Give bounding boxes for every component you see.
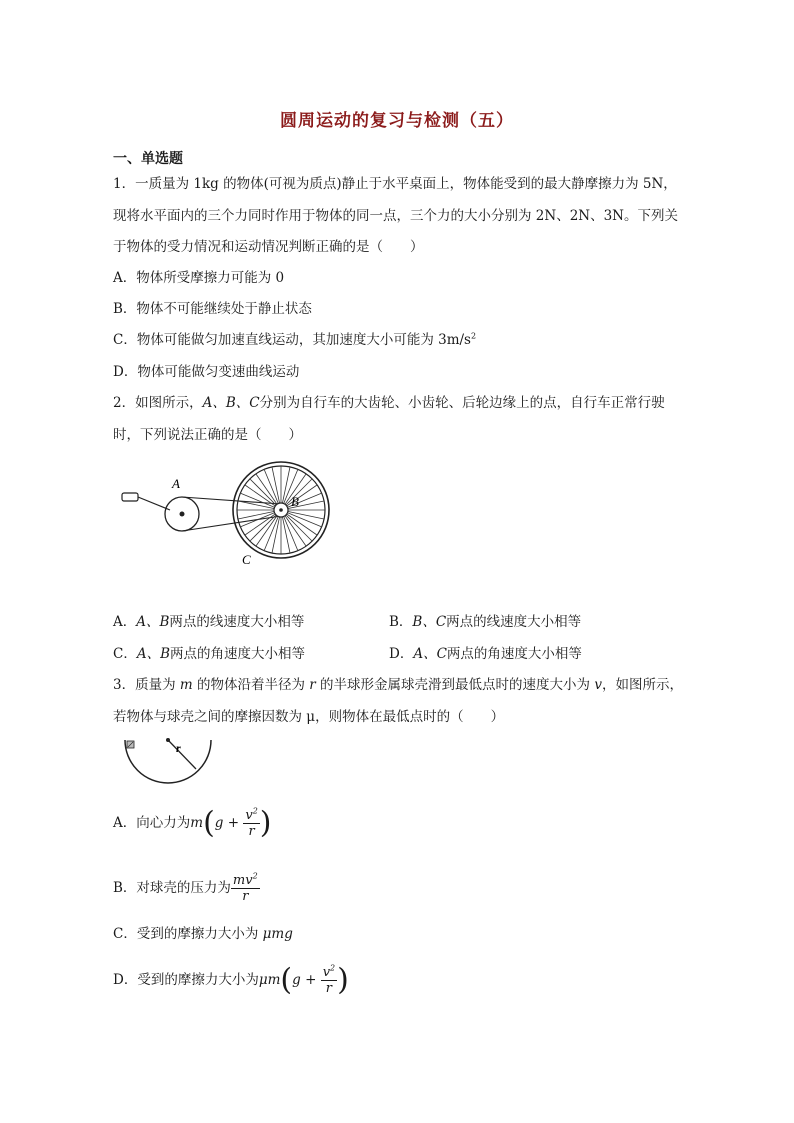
q1-option-a[interactable]: A．物体所受摩擦力可能为 0 — [113, 270, 285, 286]
q2-option-b-letter: B． — [389, 614, 413, 630]
q1-line-2: 现将水平面内的三个力同时作用于物体的同一点，三个力的大小分别为 2N、2N、3N。下列关 — [113, 208, 678, 224]
q2-line-2: 时，下列说法正确的是（ ） — [113, 427, 302, 443]
q3-line-1 — [113, 675, 683, 695]
hemisphere-figure — [118, 736, 214, 792]
q2-option-c[interactable] — [113, 644, 305, 664]
q1-line-3: 于物体的受力情况和运动情况判断正确的是（ ） — [113, 239, 424, 255]
hemisphere-shell — [125, 740, 211, 783]
q3-option-d-fraction — [321, 965, 337, 996]
q3-var-v: v — [594, 677, 602, 693]
q3-option-d-sq: 2 — [330, 963, 336, 973]
q3-option-b-text: B．对球壳的压力为 — [113, 880, 231, 896]
q3-option-c-expr: μmg — [262, 926, 293, 942]
q3-option-c-text: C．受到的摩擦力大小为 — [113, 926, 263, 942]
q3-option-a-g: g — [214, 815, 224, 831]
q3-option-a-lparen: ( — [203, 805, 215, 841]
q1-option-c-exponent: 2 — [471, 331, 477, 341]
q2-option-b-text: 两点的线速度大小相等 — [446, 614, 582, 630]
q3-option-a-sq: 2 — [252, 806, 258, 816]
q2-option-c-points: A、B — [136, 646, 171, 662]
q2-option-a[interactable] — [113, 612, 304, 632]
q2-option-b-points: B、C — [412, 614, 447, 630]
page-title: 圆周运动的复习与检测（五） — [280, 111, 514, 131]
radius-line — [168, 740, 196, 769]
q3-option-d-text: D．受到的摩擦力大小为 — [113, 972, 259, 988]
q3-option-a-m: m — [190, 815, 204, 831]
q2-option-b[interactable] — [389, 612, 581, 632]
label-c: C — [242, 552, 251, 567]
q3-var-r: r — [309, 677, 316, 693]
q3-option-d-g: g — [292, 972, 301, 988]
label-b: B — [291, 494, 299, 509]
q1-option-c[interactable] — [113, 330, 476, 350]
q3-option-b-sq: 2 — [252, 871, 258, 881]
q3-option-a[interactable] — [113, 806, 272, 840]
section-heading: 一、单选题 — [113, 151, 183, 167]
q3-line-2: 若物体与球壳之间的摩擦因数为 μ，则物体在最低点时的（ ） — [113, 709, 505, 725]
q2-line-1-post: 分别为自行车的大齿轮、小齿轮、后轮边缘上的点，自行车正常行驶 — [259, 395, 665, 411]
q2-line-1-points: A、B、C — [202, 395, 260, 411]
q3-line-1-a: 3．质量为 — [113, 677, 180, 693]
q2-option-c-text: 两点的角速度大小相等 — [170, 646, 306, 662]
q3-option-a-text: A．向心力为 — [113, 815, 191, 831]
q3-option-a-num: v — [245, 808, 253, 823]
q2-option-d[interactable] — [389, 644, 582, 664]
q3-option-b-den: r — [242, 889, 249, 904]
q3-option-d-lparen: ( — [280, 962, 293, 998]
q3-option-b-fraction — [231, 873, 260, 904]
q3-var-m: m — [179, 677, 193, 693]
q3-line-1-d: ，如图所示， — [602, 677, 683, 693]
q3-line-1-c: 的半球形金属球壳滑到最低点时的速度大小为 — [315, 677, 595, 693]
q3-option-d-num: v — [322, 965, 331, 980]
q2-option-d-letter: D． — [389, 646, 414, 662]
q2-option-a-letter: A． — [113, 614, 137, 630]
q2-option-a-points: A、B — [136, 614, 170, 630]
q2-option-a-text: 两点的线速度大小相等 — [169, 614, 305, 630]
label-a: A — [172, 476, 180, 491]
bicycle-figure — [115, 460, 345, 570]
q3-option-b[interactable] — [113, 871, 260, 905]
q2-line-1 — [113, 393, 665, 413]
q2-option-d-points: A、C — [413, 646, 447, 662]
q3-option-a-plus: + — [227, 815, 240, 831]
q3-option-a-rparen: ) — [259, 805, 272, 841]
q3-line-1-b: 的物体沿着半径为 — [192, 677, 310, 693]
q2-option-d-text: 两点的角速度大小相等 — [446, 646, 582, 662]
q1-option-c-text: C．物体可能做匀加速直线运动，其加速度大小可能为 3m/s — [113, 332, 471, 348]
q3-option-c[interactable] — [113, 924, 293, 944]
q3-option-d-den: r — [325, 981, 333, 996]
q3-option-a-den: r — [248, 824, 255, 839]
q1-option-b[interactable]: B．物体不可能继续处于静止状态 — [113, 301, 312, 317]
label-r: r — [176, 741, 181, 755]
q3-option-d[interactable] — [113, 963, 349, 997]
rear-wheel — [233, 462, 329, 558]
q3-option-d-plus: + — [305, 972, 317, 988]
q3-option-d-mu-m: μm — [258, 972, 281, 988]
q2-option-c-letter: C． — [113, 646, 137, 662]
q1-option-d[interactable]: D．物体可能做匀变速曲线运动 — [113, 364, 300, 380]
q2-line-1-pre: 2．如图所示， — [113, 395, 203, 411]
pedal-shape — [122, 493, 138, 501]
q3-option-b-num: mv — [232, 873, 253, 888]
q3-option-a-fraction — [243, 808, 259, 839]
q3-option-d-rparen: ) — [337, 962, 349, 998]
q1-line-1: 1．一质量为 1kg 的物体(可视为质点)静止于水平桌面上，物体能受到的最大静摩擦力为 5N， — [113, 176, 677, 192]
